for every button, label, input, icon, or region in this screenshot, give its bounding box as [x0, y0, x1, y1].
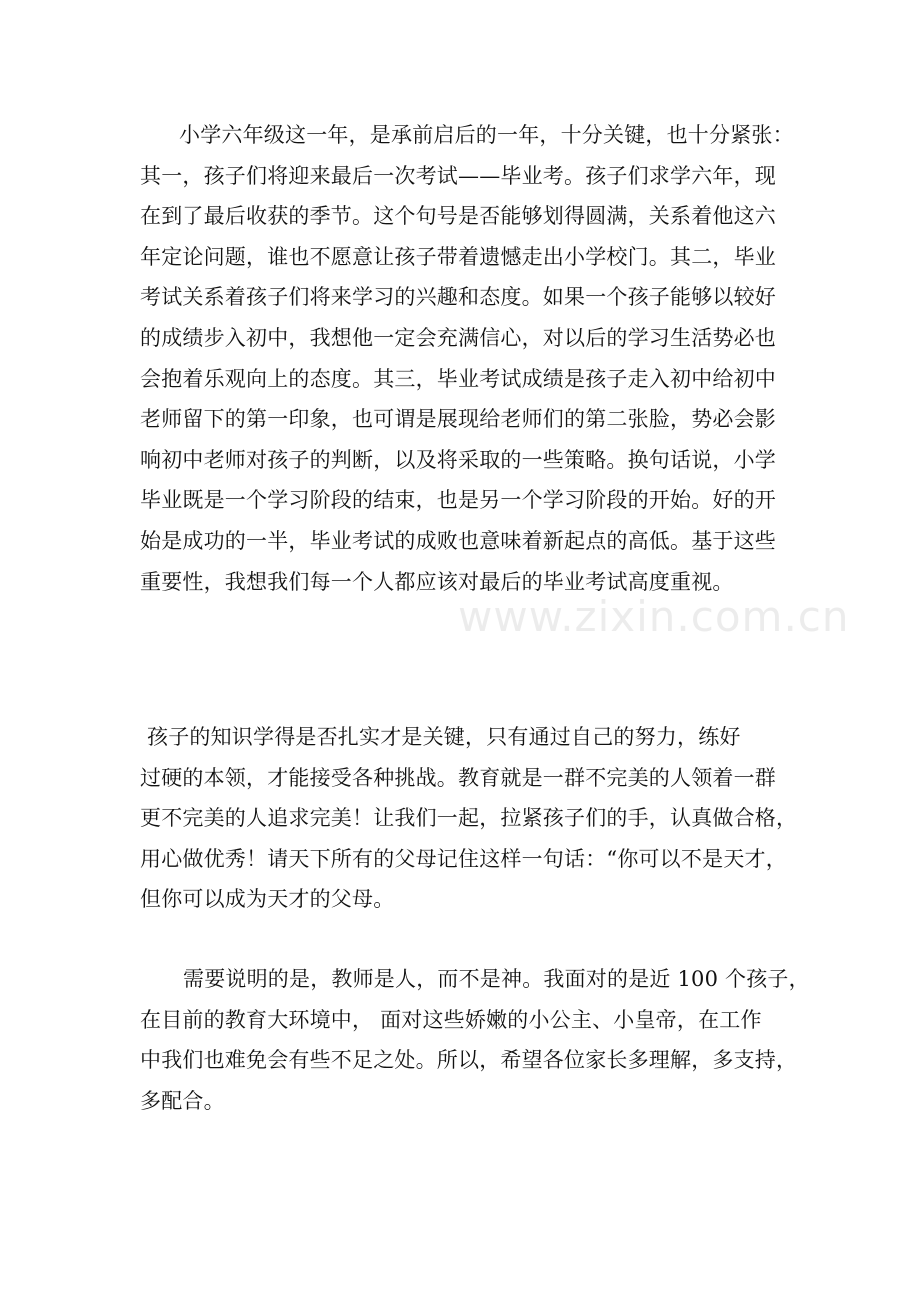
text-line: 过硬的本领，才能接受各种挑战。教育就是一群不完美的人领着一群	[140, 765, 776, 790]
watermark: www.zixin.com.cn	[458, 592, 850, 641]
text-line: 重要性，我想我们每一个人都应该对最后的毕业考试高度重视。	[140, 569, 734, 594]
text-line: 其一，孩子们将迎来最后一次考试——毕业考。孩子们求学六年，现	[140, 163, 776, 188]
text-line: 的成绩步入初中，我想他一定会充满信心，对以后的学习生活势必也	[140, 325, 776, 350]
paragraph-knowledge-effort	[140, 717, 798, 920]
text-line: 老师留下的第一印象，也可谓是展现给老师们的第二张脸，势必会影	[140, 407, 776, 432]
text-line: 小学六年级这一年，是承前启后的一年，十分关键，也十分紧张：	[179, 123, 794, 147]
text-line: 始是成功的一半，毕业考试的成败也意味着新起点的高低。基于这些	[140, 528, 776, 553]
text-line: 多配合。	[140, 1088, 225, 1113]
text-line: 响初中老师对孩子的判断，以及将采取的一些策略。换句话说，小学	[140, 447, 776, 472]
text-line: 毕业既是一个学习阶段的结束，也是另一个学习阶段的开始。好的开	[140, 488, 776, 513]
paragraph-teacher-note	[140, 959, 810, 1121]
text-line: 更不完美的人追求完美！让我们一起，拉紧孩子们的手，认真做合格，	[140, 806, 798, 831]
text-line: 用心做优秀！请天下所有的父母记住这样一句话：“你可以不是天才，	[140, 846, 787, 871]
text-line: 在到了最后收获的季节。这个句号是否能够划得圆满，关系着他这六	[140, 204, 776, 229]
text-line: 会抱着乐观向上的态度。其三，毕业考试成绩是孩子走入初中给初中	[140, 366, 776, 391]
text-line: 在目前的教育大环境中， 面对这些娇嫩的小公主、小皇帝，在工作	[140, 1007, 762, 1032]
text-line: 需要说明的是，教师是人，而不是神。我面对的是近 100 个孩子，	[183, 967, 810, 991]
text-line: 孩子的知识学得是否扎实才是关键，只有通过自己的努力，练好	[147, 725, 741, 749]
text-line: 年定论问题，谁也不愿意让孩子带着遗憾走出小学校门。其二，毕业	[140, 244, 776, 269]
text-line: 但你可以成为天才的父母。	[140, 887, 395, 912]
text-line: 中我们也难免会有些不足之处。所以，希望各位家长多理解，多支持，	[140, 1048, 798, 1073]
text-line: 考试关系着孩子们将来学习的兴趣和态度。如果一个孩子能够以较好	[140, 285, 776, 310]
paragraph-graduation-importance	[140, 115, 794, 602]
